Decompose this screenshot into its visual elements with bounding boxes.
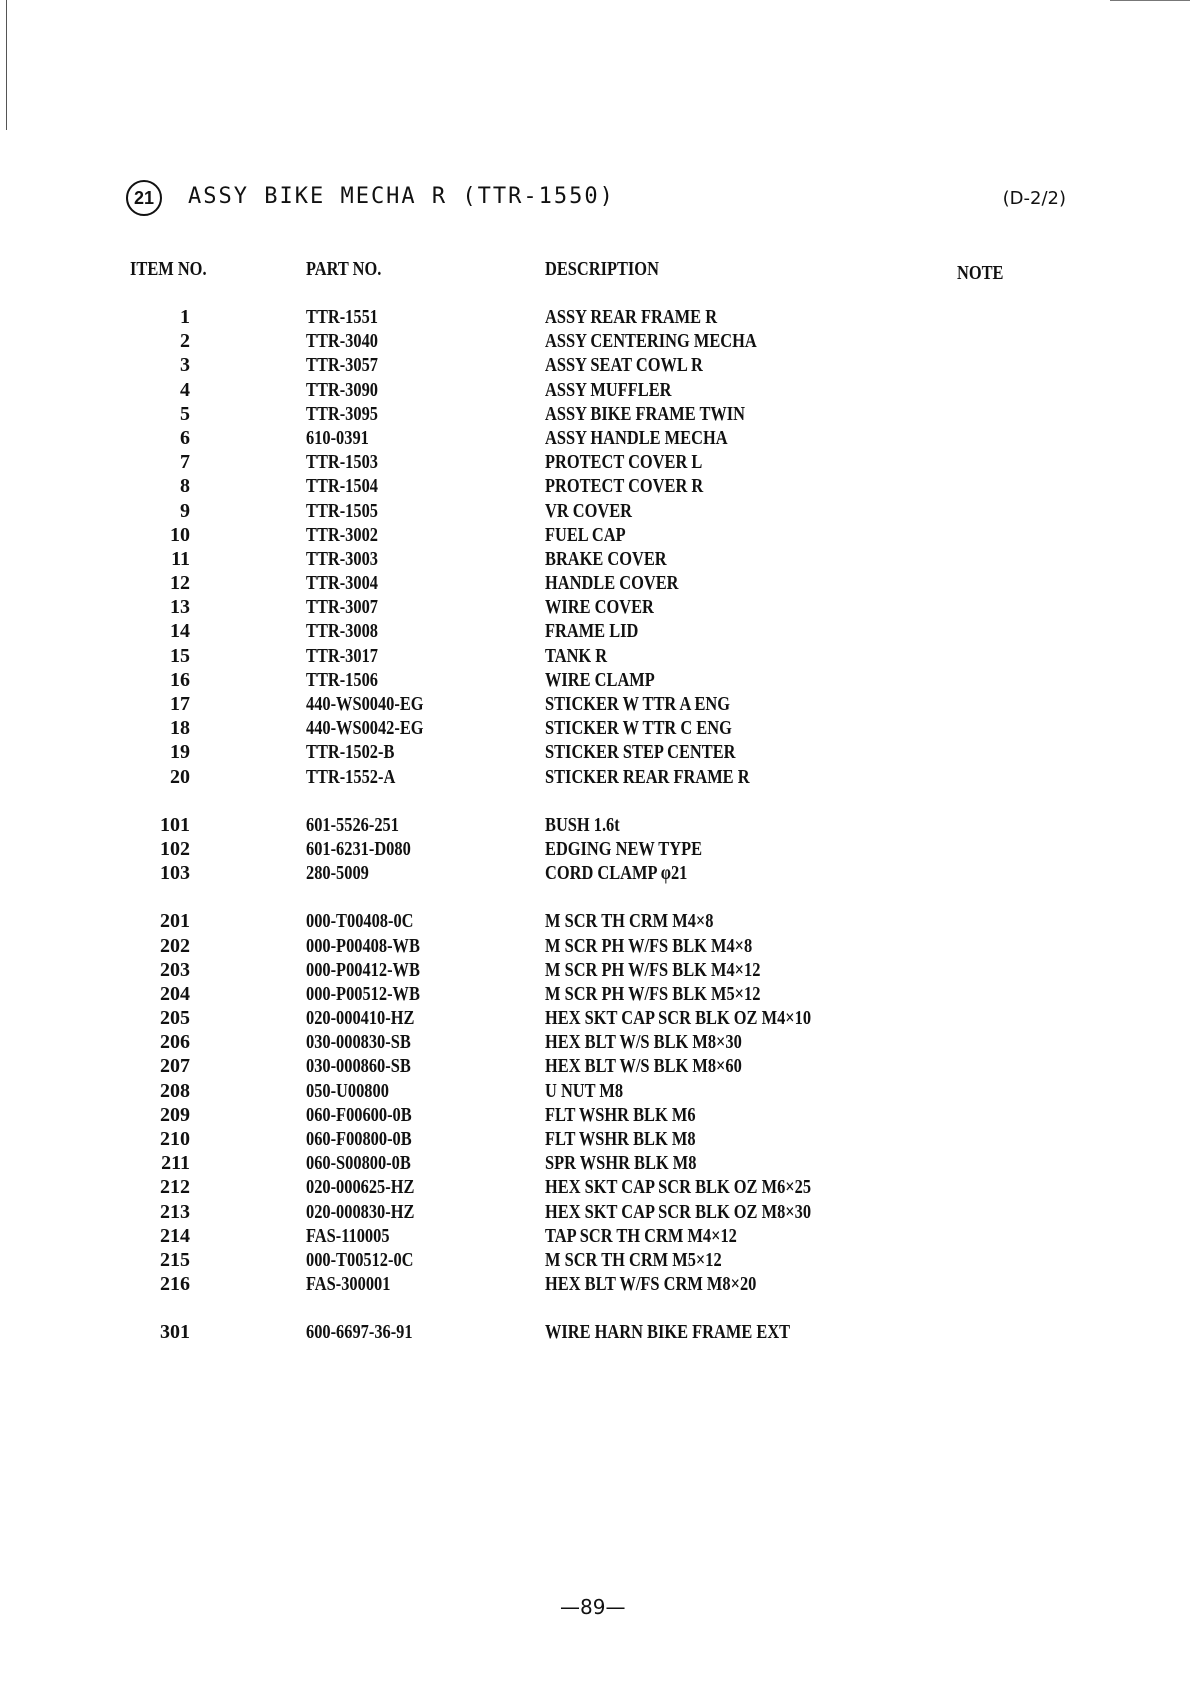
table-row — [0, 474, 1190, 498]
part-number: FAS-300001 — [306, 1273, 391, 1296]
table-row — [0, 329, 1190, 353]
part-number: TTR-1505 — [306, 499, 378, 522]
item-number: 5 — [180, 402, 190, 425]
part-description: HEX SKT CAP SCR BLK OZ M8×30 — [545, 1200, 812, 1223]
table-row — [0, 861, 1190, 885]
part-number: TTR-3003 — [306, 547, 378, 570]
part-number: 030-000860-SB — [306, 1055, 411, 1078]
part-description: WIRE HARN BIKE FRAME EXT — [545, 1321, 791, 1344]
item-number: 6 — [180, 426, 190, 449]
item-number: 13 — [170, 596, 190, 619]
table-row — [0, 1200, 1190, 1224]
part-number: 060-S00800-0B — [306, 1152, 411, 1175]
item-number: 211 — [161, 1152, 190, 1175]
part-number: 000-P00512-WB — [306, 982, 420, 1005]
column-header-description: DESCRIPTION — [545, 258, 659, 280]
part-description: M SCR PH W/FS BLK M4×8 — [545, 934, 753, 957]
table-row — [0, 958, 1190, 982]
part-number: 610-0391 — [306, 426, 369, 449]
part-number: 601-6231-D080 — [306, 837, 411, 860]
table-row — [0, 765, 1190, 789]
table-row — [0, 305, 1190, 329]
part-number: 600-6697-36-91 — [306, 1321, 413, 1344]
item-number: 102 — [160, 837, 190, 860]
part-number: 020-000410-HZ — [306, 1007, 415, 1030]
item-number: 8 — [180, 475, 190, 498]
table-row — [0, 1320, 1190, 1344]
item-number: 11 — [171, 547, 190, 570]
part-description: HEX BLT W/S BLK M8×30 — [545, 1031, 742, 1054]
part-description: HEX SKT CAP SCR BLK OZ M4×10 — [545, 1007, 812, 1030]
table-row — [0, 1103, 1190, 1127]
part-number: TTR-3095 — [306, 402, 378, 425]
table-row — [0, 934, 1190, 958]
group-spacer — [0, 1296, 1190, 1320]
table-row — [0, 668, 1190, 692]
item-number: 212 — [160, 1176, 190, 1199]
part-number: TTR-1502-B — [306, 741, 395, 764]
part-description: HANDLE COVER — [545, 572, 679, 595]
part-number: 440-WS0040-EG — [306, 693, 424, 715]
item-number: 205 — [160, 1007, 190, 1030]
part-description: M SCR PH W/FS BLK M5×12 — [545, 982, 761, 1005]
part-description: HEX BLT W/FS CRM M8×20 — [545, 1273, 757, 1296]
part-description: PROTECT COVER L — [545, 451, 703, 474]
item-number: 207 — [160, 1055, 190, 1078]
table-row — [0, 1030, 1190, 1054]
part-description: STICKER REAR FRAME R — [545, 765, 750, 788]
part-number: TTR-3007 — [306, 596, 378, 619]
item-number: 20 — [170, 765, 190, 788]
part-description: U NUT M8 — [545, 1079, 624, 1102]
part-description: ASSY BIKE FRAME TWIN — [545, 402, 746, 425]
part-number: 000-T00408-0C — [306, 910, 414, 933]
part-number: 000-T00512-0C — [306, 1248, 414, 1271]
scan-edge-line — [1110, 0, 1190, 1]
table-row — [0, 1175, 1190, 1199]
table-row — [0, 378, 1190, 402]
part-description: ASSY REAR FRAME R — [545, 306, 718, 328]
part-description: FLT WSHR BLK M8 — [545, 1128, 696, 1150]
item-number: 215 — [160, 1248, 190, 1271]
section-header — [126, 180, 1066, 220]
part-description: BUSH 1.6t — [545, 813, 620, 836]
item-number: 201 — [160, 910, 190, 933]
table-row — [0, 813, 1190, 837]
part-description: STICKER W TTR C ENG — [545, 717, 732, 740]
section-title: ASSY BIKE MECHA R (TTR-1550) — [188, 184, 615, 209]
part-number: TTR-3090 — [306, 378, 378, 401]
part-description: ASSY MUFFLER — [545, 378, 672, 401]
table-row — [0, 1224, 1190, 1248]
table-row — [0, 692, 1190, 716]
item-number: 210 — [160, 1128, 190, 1150]
part-number: FAS-110005 — [306, 1224, 390, 1247]
part-description: EDGING NEW TYPE — [545, 837, 703, 860]
item-number: 9 — [180, 499, 190, 522]
item-number: 204 — [160, 982, 190, 1005]
part-description: ASSY SEAT COWL R — [545, 354, 703, 377]
part-description: M SCR TH CRM M4×8 — [545, 910, 714, 933]
table-row — [0, 909, 1190, 933]
parts-table — [0, 305, 1190, 1345]
item-number: 101 — [160, 813, 190, 836]
table-row — [0, 644, 1190, 668]
part-number: 440-WS0042-EG — [306, 717, 424, 740]
item-number: 214 — [160, 1224, 190, 1247]
part-description: WIRE CLAMP — [545, 668, 655, 691]
group-spacer — [0, 885, 1190, 909]
part-number: TTR-1503 — [306, 451, 378, 474]
part-description: STICKER W TTR A ENG — [545, 693, 731, 715]
item-number: 206 — [160, 1031, 190, 1054]
table-row — [0, 523, 1190, 547]
part-number: TTR-1504 — [306, 475, 378, 498]
part-number: 601-5526-251 — [306, 813, 399, 836]
table-row — [0, 547, 1190, 571]
scan-edge-line — [6, 0, 7, 130]
part-description: WIRE COVER — [545, 596, 654, 619]
part-description: HEX SKT CAP SCR BLK OZ M6×25 — [545, 1176, 812, 1199]
item-number: 213 — [160, 1200, 190, 1223]
table-row — [0, 595, 1190, 619]
part-description: BRAKE COVER — [545, 547, 667, 570]
part-description: STICKER STEP CENTER — [545, 741, 736, 764]
part-number: 060-F00600-0B — [306, 1103, 412, 1126]
column-header-part-no: PART NO. — [306, 258, 382, 280]
table-row — [0, 837, 1190, 861]
table-row — [0, 402, 1190, 426]
part-description: HEX BLT W/S BLK M8×60 — [545, 1055, 742, 1078]
table-row — [0, 1079, 1190, 1103]
part-number: 280-5009 — [306, 862, 369, 885]
part-number: TTR-3040 — [306, 330, 378, 353]
table-row — [0, 1127, 1190, 1151]
item-number: 301 — [160, 1321, 190, 1344]
part-number: TTR-3002 — [306, 523, 378, 546]
table-row — [0, 1006, 1190, 1030]
table-row — [0, 1272, 1190, 1296]
part-description: SPR WSHR BLK M8 — [545, 1152, 697, 1175]
item-number: 14 — [170, 620, 190, 643]
part-description: ASSY CENTERING MECHA — [545, 330, 757, 353]
part-number: 020-000830-HZ — [306, 1200, 415, 1223]
item-number: 18 — [170, 717, 190, 740]
part-description: M SCR TH CRM M5×12 — [545, 1248, 722, 1271]
item-number: 12 — [170, 572, 190, 595]
part-number: 060-F00800-0B — [306, 1128, 412, 1150]
group-spacer — [0, 789, 1190, 813]
part-number: 000-P00412-WB — [306, 958, 420, 981]
column-header-item-no: ITEM NO. — [130, 258, 207, 280]
part-number: TTR-1506 — [306, 668, 378, 691]
column-header-note: NOTE — [957, 262, 1004, 284]
table-row — [0, 1248, 1190, 1272]
part-description: FRAME LID — [545, 620, 639, 643]
item-number: 103 — [160, 862, 190, 885]
table-row — [0, 619, 1190, 643]
part-description: VR COVER — [545, 499, 633, 522]
table-row — [0, 426, 1190, 450]
page-number: —89— — [560, 1595, 626, 1619]
item-number: 1 — [180, 306, 190, 328]
item-number: 203 — [160, 958, 190, 981]
item-number: 10 — [170, 523, 190, 546]
part-number: 030-000830-SB — [306, 1031, 411, 1054]
item-number: 17 — [170, 693, 190, 715]
part-description: PROTECT COVER R — [545, 475, 704, 498]
part-number: TTR-1551 — [306, 306, 378, 328]
part-description: TAP SCR TH CRM M4×12 — [545, 1224, 737, 1247]
table-row — [0, 740, 1190, 764]
item-number: 15 — [170, 644, 190, 667]
item-number: 216 — [160, 1273, 190, 1296]
table-row — [0, 1054, 1190, 1078]
item-number: 208 — [160, 1079, 190, 1102]
part-description: TANK R — [545, 644, 608, 667]
table-row — [0, 353, 1190, 377]
section-number-badge: 21 — [126, 180, 162, 216]
item-number: 2 — [180, 330, 190, 353]
part-number: 020-000625-HZ — [306, 1176, 415, 1199]
table-row — [0, 1151, 1190, 1175]
part-number: TTR-3004 — [306, 572, 378, 595]
part-number: TTR-3057 — [306, 354, 378, 377]
item-number: 7 — [180, 451, 190, 474]
part-number: TTR-1552-A — [306, 765, 396, 788]
part-number: TTR-3017 — [306, 644, 378, 667]
part-number: TTR-3008 — [306, 620, 378, 643]
part-number: 000-P00408-WB — [306, 934, 420, 957]
table-row — [0, 571, 1190, 595]
table-row — [0, 499, 1190, 523]
part-description: ASSY HANDLE MECHA — [545, 426, 728, 449]
item-number: 19 — [170, 741, 190, 764]
part-description: FLT WSHR BLK M6 — [545, 1103, 696, 1126]
table-row — [0, 450, 1190, 474]
part-number: 050-U00800 — [306, 1079, 389, 1102]
part-description: CORD CLAMP φ21 — [545, 862, 688, 885]
item-number: 202 — [160, 934, 190, 957]
page-code: (D-2/2) — [1002, 188, 1066, 209]
table-row — [0, 716, 1190, 740]
part-description: FUEL CAP — [545, 523, 626, 546]
table-row — [0, 982, 1190, 1006]
item-number: 209 — [160, 1103, 190, 1126]
item-number: 16 — [170, 668, 190, 691]
item-number: 3 — [180, 354, 190, 377]
item-number: 4 — [180, 378, 190, 401]
part-description: M SCR PH W/FS BLK M4×12 — [545, 958, 761, 981]
